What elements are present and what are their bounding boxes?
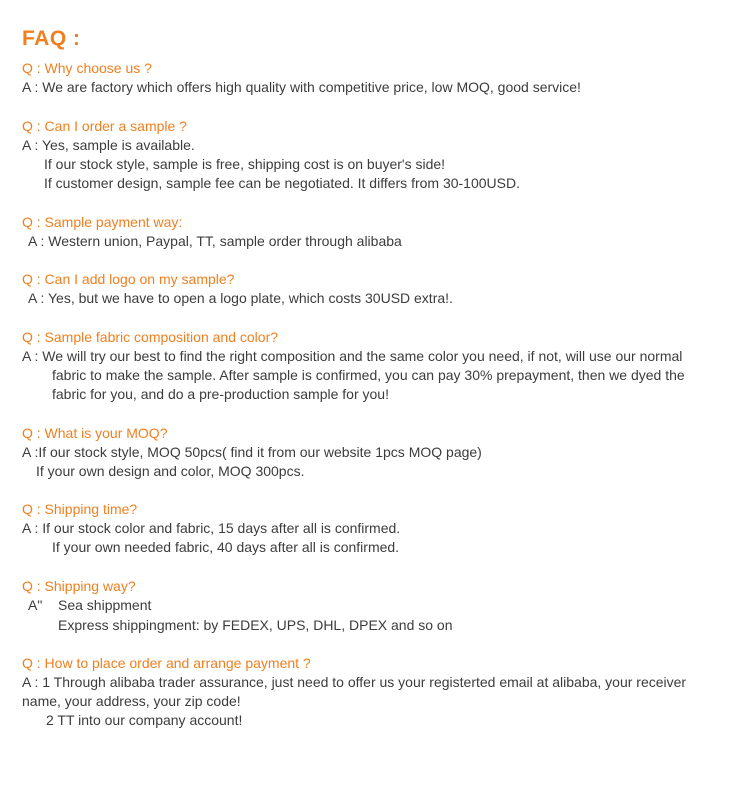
question-why-choose-us: Q : Why choose us ? <box>22 60 152 76</box>
answer-line: A : We will try our best to find the right composition and the same color you need, if not, will use our normal <box>22 348 683 364</box>
question-fabric-composition: Q : Sample fabric composition and color? <box>22 329 279 345</box>
faq-title: FAQ : <box>22 27 81 50</box>
question-moq: Q : What is your MOQ? <box>22 425 168 441</box>
answer-line: name, your address, your zip code! <box>22 693 241 709</box>
answer-line: fabric for you, and do a pre-production sample for you! <box>52 386 389 402</box>
answer-line: If your own design and color, MOQ 300pcs. <box>36 463 305 479</box>
answer-line: Express shippingment: by FEDEX, UPS, DHL, DPEX and so on <box>58 617 453 633</box>
question-order-sample: Q : Can I order a sample ? <box>22 118 187 134</box>
answer-line: A : If our stock color and fabric, 15 days after all is confirmed. <box>22 520 401 536</box>
answer-line: If customer design, sample fee can be negotiated. It differs from 30-100USD. <box>44 175 520 191</box>
question-add-logo: Q : Can I add logo on my sample? <box>22 271 235 287</box>
question-shipping-time: Q : Shipping time? <box>22 501 138 517</box>
answer-line: A : We are factory which offers high quality with competitive price, low MOQ, good service! <box>22 79 581 95</box>
answer-line: fabric to make the sample. After sample is confirmed, you can pay 30% prepayment, then we dyed the <box>52 367 685 383</box>
answer-line: If your own needed fabric, 40 days after all is confirmed. <box>52 539 400 555</box>
answer-line: A : Yes, but we have to open a logo plate, which costs 30USD extra!. <box>28 290 453 306</box>
answer-line: 2 TT into our company account! <box>46 712 243 728</box>
question-shipping-way: Q : Shipping way? <box>22 578 136 594</box>
answer-line: A : Yes, sample is available. <box>22 137 195 153</box>
answer-line: A : Western union, Paypal, TT, sample order through alibaba <box>28 233 402 249</box>
question-place-order: Q : How to place order and arrange payment ? <box>22 655 311 671</box>
answer-line: A : 1 Through alibaba trader assurance, just need to offer us your registerted email at alibaba, your receiver <box>22 674 687 690</box>
answer-line: A :If our stock style, MOQ 50pcs( find it from our website 1pcs MOQ page) <box>22 444 482 460</box>
answer-line: Sea shippment <box>58 597 152 613</box>
answer-line: A" <box>28 597 43 613</box>
answer-line: If our stock style, sample is free, shipping cost is on buyer's side! <box>44 156 446 172</box>
question-sample-payment: Q : Sample payment way: <box>22 214 183 230</box>
